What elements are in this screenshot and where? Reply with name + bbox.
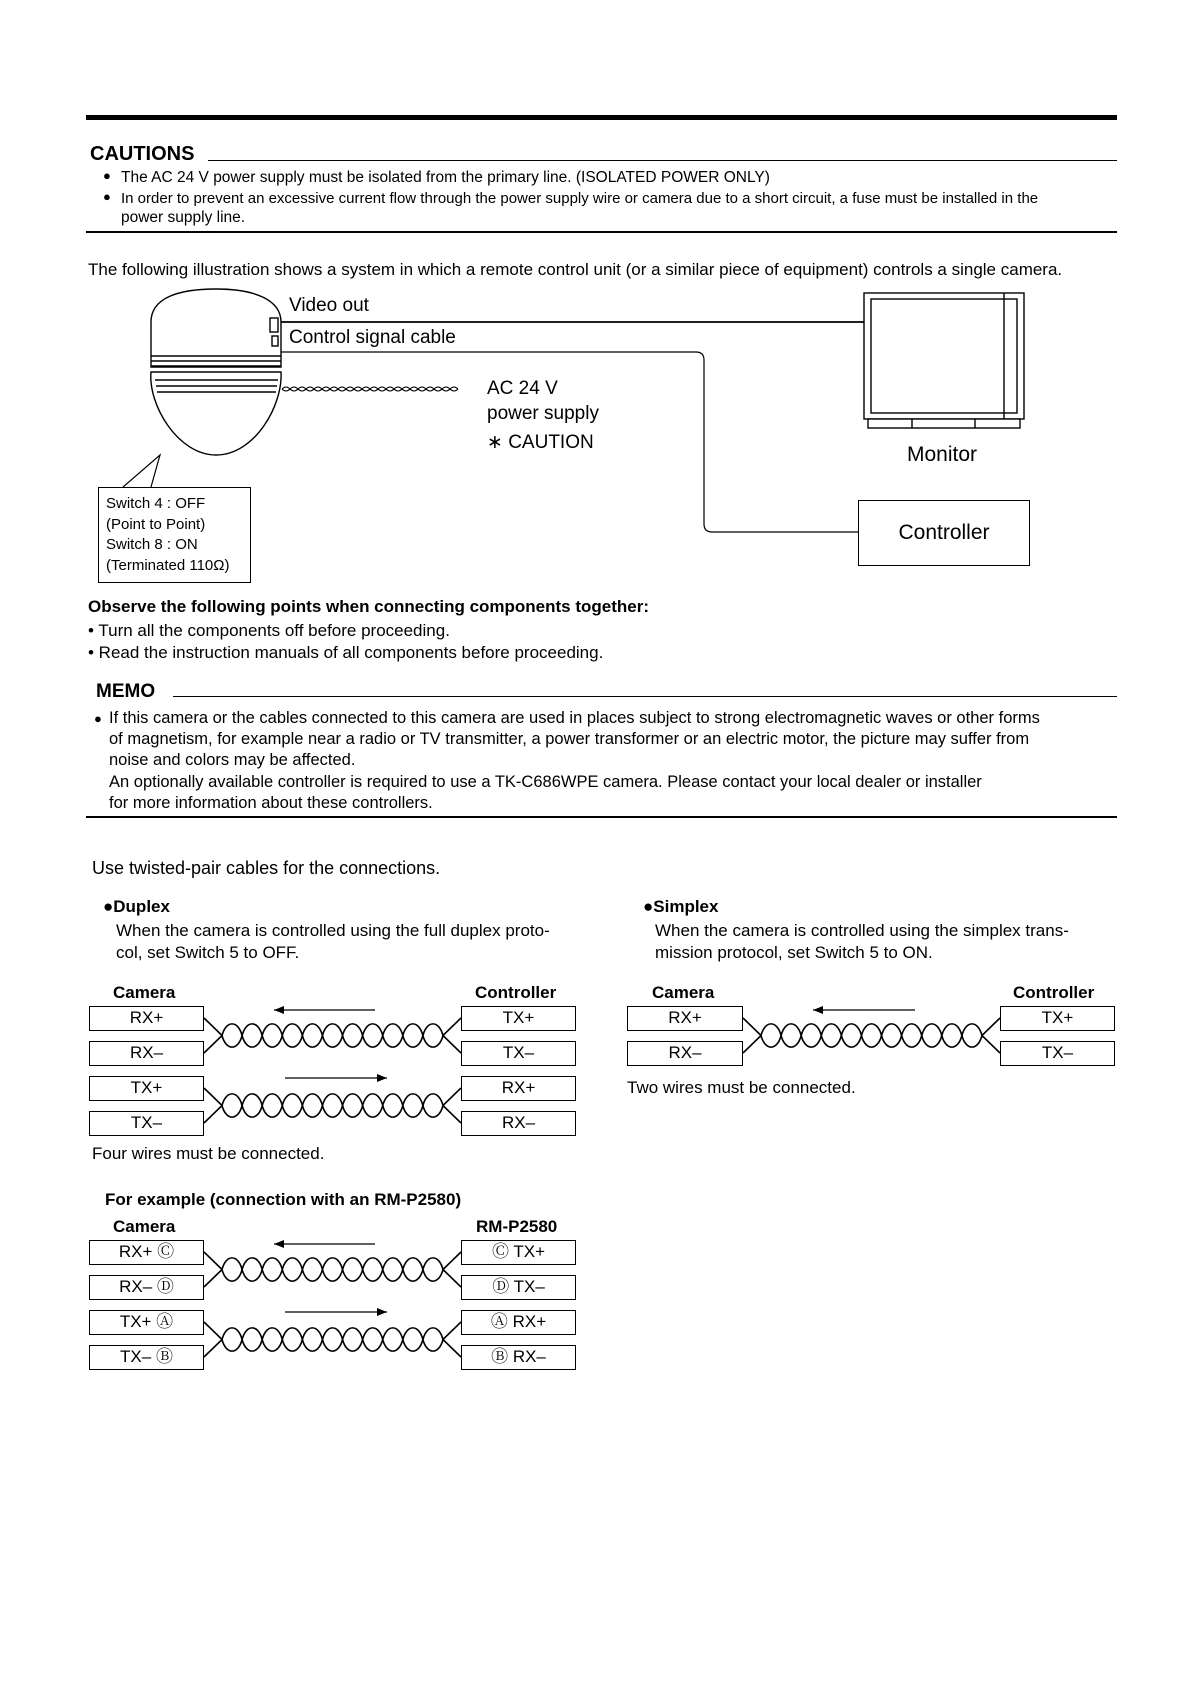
memo-line-5: for more information about these controllers. — [109, 794, 433, 812]
example-pair-2 — [204, 1322, 461, 1357]
duplex-ctrl-pin-2: TX– — [461, 1041, 576, 1066]
switch-line-4: (Terminated 110Ω) — [106, 556, 230, 574]
power-label-line2: power supply — [487, 403, 599, 424]
example-pair-1 — [204, 1252, 461, 1287]
duplex-cam-pin-4: TX– — [89, 1111, 204, 1136]
caution-item-1: The AC 24 V power supply must be isolated from the primary line. (ISOLATED POWER ONLY) — [121, 169, 770, 186]
example-cam-pin-3: TX+ Ⓐ — [89, 1310, 204, 1335]
simplex-note: Two wires must be connected. — [627, 1078, 856, 1097]
simplex-ctrl-pin-2: TX– — [1000, 1041, 1115, 1066]
duplex-desc-1: When the camera is controlled using the full duplex proto- — [116, 921, 550, 940]
memo-line-1: If this camera or the cables connected to this camera are used in places subject to strong electromagnetic waves or other forms — [109, 709, 1040, 727]
caution-item-2: In order to prevent an excessive current flow through the power supply wire or camera due to a short circuit, a fuse must be installed in the — [121, 190, 1039, 207]
duplex-title: ●Duplex — [103, 897, 170, 916]
simplex-desc-1: When the camera is controlled using the simplex trans- — [655, 921, 1069, 940]
switch-line-2: (Point to Point) — [106, 515, 206, 533]
observe-title: Observe the following points when connecting components together: — [88, 597, 650, 616]
power-caution-label: ∗ CAUTION — [487, 432, 594, 453]
duplex-note: Four wires must be connected. — [92, 1144, 325, 1163]
duplex-cam-pin-3: TX+ — [89, 1076, 204, 1101]
example-rm-pin-1: Ⓒ TX+ — [461, 1240, 576, 1265]
memo-line-2: of magnetism, for example near a radio or TV transmitter, a power transformer or an electric motor, the picture may suffer from — [109, 730, 1030, 748]
duplex-pair-1 — [204, 1018, 461, 1053]
duplex-ctrl-pin-1: TX+ — [461, 1006, 576, 1031]
memo-bullet: ● — [94, 711, 102, 726]
simplex-desc-2: mission protocol, set Switch 5 to ON. — [655, 943, 933, 962]
simplex-ctrl-pin-1: TX+ — [1000, 1006, 1115, 1031]
duplex-arrow-to-controller — [285, 1074, 387, 1082]
cautions-title: CAUTIONS — [90, 143, 195, 165]
simplex-camera-head: Camera — [652, 983, 715, 1002]
duplex-ctrl-pin-4: RX– — [461, 1111, 576, 1136]
simplex-controller-head: Controller — [1013, 983, 1095, 1002]
duplex-desc-2: col, set Switch 5 to OFF. — [116, 943, 300, 962]
power-label-line1: AC 24 V — [487, 378, 558, 399]
simplex-cam-pin-1: RX+ — [627, 1006, 743, 1031]
intro-text: The following illustration shows a system in which a remote control unit (or a similar piece of equipment) controls a single camera. — [88, 260, 1063, 279]
simplex-cam-pin-2: RX– — [627, 1041, 743, 1066]
example-arrow-to-camera — [274, 1240, 375, 1248]
switch-line-1: Switch 4 : OFF — [106, 495, 206, 512]
example-cam-pin-2: RX– Ⓓ — [89, 1275, 204, 1300]
caution-bullet-1: ● — [103, 168, 111, 183]
example-rm-pin-2: Ⓓ TX– — [461, 1275, 576, 1300]
memo-line-3: noise and colors may be affected. — [109, 751, 356, 769]
duplex-arrow-to-camera — [274, 1006, 375, 1014]
caution-item-2-cont: power supply line. — [121, 209, 246, 226]
duplex-ctrl-pin-3: RX+ — [461, 1076, 576, 1101]
simplex-title: ●Simplex — [643, 897, 719, 916]
twisted-pair-text: Use twisted-pair cables for the connections. — [92, 858, 441, 878]
monitor-label: Monitor — [907, 443, 978, 466]
example-cam-pin-1: RX+ Ⓒ — [89, 1240, 204, 1265]
example-rm-pin-4: Ⓑ RX– — [461, 1345, 576, 1370]
memo-line-4: An optionally available controller is required to use a TK-C686WPE camera. Please contact your local dealer or installer — [109, 773, 982, 791]
duplex-camera-head: Camera — [113, 983, 176, 1002]
duplex-cam-pin-1: RX+ — [89, 1006, 204, 1031]
caution-bullet-2: ● — [103, 189, 111, 204]
duplex-pair-2 — [204, 1088, 461, 1123]
observe-item-1: • Turn all the components off before proceeding. — [88, 621, 450, 640]
example-camera-head: Camera — [113, 1217, 176, 1236]
controller-label: Controller — [898, 521, 990, 544]
example-arrow-to-rm — [285, 1308, 387, 1316]
duplex-cam-pin-2: RX– — [89, 1041, 204, 1066]
duplex-controller-head: Controller — [475, 983, 557, 1002]
video-out-label: Video out — [289, 295, 369, 316]
simplex-pair — [743, 1018, 1000, 1053]
control-cable-label: Control signal cable — [289, 327, 456, 348]
observe-item-2: • Read the instruction manuals of all components before proceeding. — [88, 643, 604, 662]
example-cam-pin-4: TX– Ⓑ — [89, 1345, 204, 1370]
example-rm-head: RM-P2580 — [476, 1217, 558, 1236]
simplex-arrow-to-camera — [813, 1006, 915, 1014]
example-title: For example (connection with an RM-P2580) — [105, 1190, 462, 1209]
switch-line-3: Switch 8 : ON — [106, 536, 198, 553]
memo-title: MEMO — [96, 681, 156, 702]
example-rm-pin-3: Ⓐ RX+ — [461, 1310, 576, 1335]
